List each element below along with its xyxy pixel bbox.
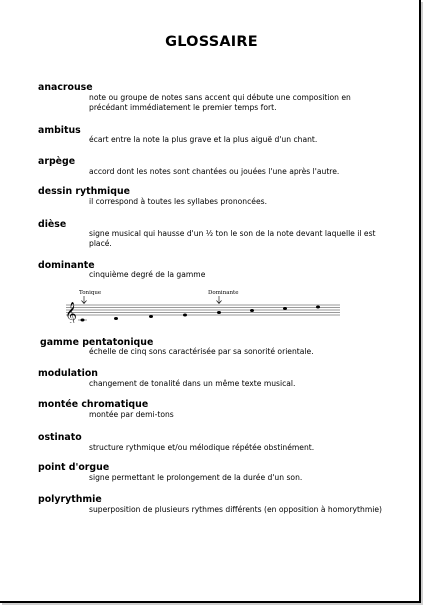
- note-4: [183, 314, 187, 317]
- tonic-label: Tonique: [79, 290, 102, 296]
- term-modulation: modulation: [38, 368, 98, 379]
- term-ostinato: ostinato: [38, 432, 82, 443]
- note-2: [114, 317, 118, 320]
- definition-point-d-orgue: signe permettant le prolongement de la durée d'un son.: [89, 473, 303, 482]
- definition-gamme-pentatonique: échelle de cinq sons caractérisée par sa sonorité orientale.: [89, 347, 314, 356]
- term-gamme-pentatonique: gamme pentatonique: [40, 337, 154, 348]
- page-title: GLOSSAIRE: [165, 34, 258, 50]
- definition-diese: signe musical qui hausse d'un ½ ton le son de la note devant laquelle il est placé.: [89, 229, 376, 248]
- definition-anacrouse: note ou groupe de notes sans accent qui débute une composition en précédant immédiatement le premier temps fort.: [89, 93, 351, 112]
- term-dominante: dominante: [38, 260, 95, 271]
- music-staff-svg: [62, 289, 342, 323]
- definition-ambitus: écart entre la note la plus grave et la plus aiguë d'un chant.: [89, 135, 318, 144]
- term-dessin-rythmique: dessin rythmique: [38, 186, 130, 197]
- definition-montee-chromatique: montée par demi-tons: [89, 410, 174, 419]
- dominant-label: Dominante: [208, 290, 239, 296]
- treble-clef-icon: 𝄞: [65, 301, 77, 323]
- term-arpege: arpège: [38, 156, 76, 167]
- term-anacrouse: anacrouse: [38, 82, 93, 93]
- definition-polyrythmie: superposition de plusieurs rythmes différents (en opposition à homorythmie): [89, 505, 382, 514]
- music-staff: [62, 289, 342, 323]
- term-polyrythmie: polyrythmie: [38, 494, 102, 505]
- definition-modulation: changement de tonalité dans un même texte musical.: [89, 379, 296, 388]
- definition-arpege: accord dont les notes sont chantées ou jouées l'une après l'autre.: [89, 167, 340, 176]
- dominant-arrow-icon: [217, 296, 222, 304]
- note-7: [283, 307, 287, 310]
- definition-ostinato: structure rythmique et/ou mélodique répétée obstinément.: [89, 443, 315, 452]
- term-montee-chromatique: montée chromatique: [38, 399, 149, 410]
- note-1: [81, 319, 85, 322]
- definition-dominante: cinquième degré de la gamme: [89, 270, 206, 279]
- term-point-d-orgue: point d'orgue: [38, 462, 110, 473]
- note-8: [316, 306, 320, 309]
- term-diese: dièse: [38, 219, 67, 230]
- staff-lines: [66, 305, 340, 315]
- note-3: [149, 315, 153, 318]
- term-ambitus: ambitus: [38, 125, 81, 136]
- tonic-arrow-icon: [82, 296, 87, 304]
- note-5: [217, 311, 221, 314]
- definition-dessin-rythmique: il correspond à toutes les syllabes prononcées.: [89, 197, 267, 206]
- scale-notes: [78, 306, 320, 322]
- note-6: [250, 309, 254, 312]
